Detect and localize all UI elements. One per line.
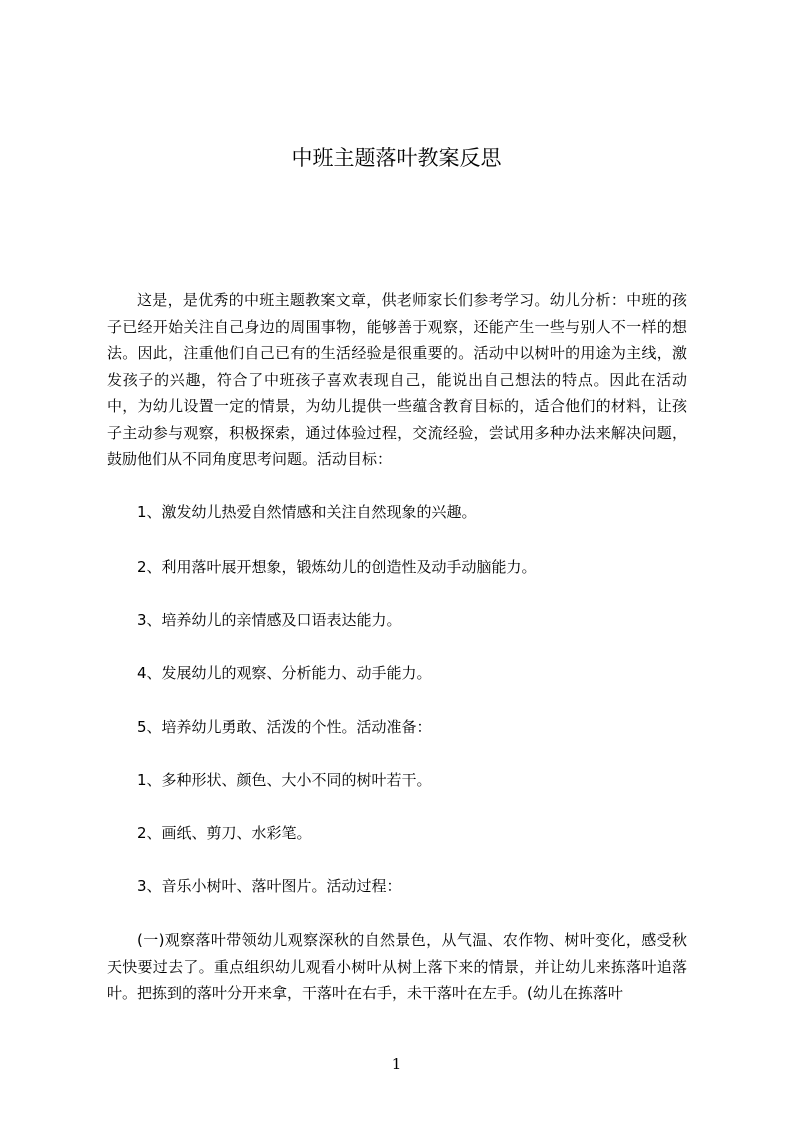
process-paragraph: (一)观察落叶带领幼儿观察深秋的自然景色，从气温、农作物、树叶变化，感受秋天快要过去了。重点组织幼儿观看小树叶从树上落下来的情景，并让幼儿来拣落叶追落叶。把拣到的落叶分开来拿，干落叶在右手，未干落叶在左手。(幼儿在拣落叶 <box>107 931 687 1002</box>
goal-item-2: 2、利用落叶展开想象，锻炼幼儿的创造性及动手动脑能力。 <box>137 558 537 576</box>
page-number: 1 <box>391 1055 402 1073</box>
goal-item-1: 1、激发幼儿热爱自然情感和关注自然现象的兴趣。 <box>137 503 477 521</box>
document-title: 中班主题落叶教案反思 <box>291 146 502 170</box>
preparation-item-1: 1、多种形状、颜色、大小不同的树叶若干。 <box>137 771 432 789</box>
preparation-item-3: 3、音乐小树叶、落叶图片。活动过程： <box>137 877 402 895</box>
preparation-item-2: 2、画纸、剪刀、水彩笔。 <box>137 824 312 842</box>
intro-paragraph: 这是，是优秀的中班主题教案文章，供老师家长们参考学习。幼儿分析：中班的孩子已经开始关注自己身边的周围事物，能够善于观察，还能产生一些与别人不一样的想法。因此，注重他们自己已有的生活经验是很重要的。活动中以树叶的用途为主线，激发孩子的兴趣，符合了中班孩子喜欢表现自己，能说出自己想法的特点。因此在活动中，为幼儿设置一定的情景，为幼儿提供一些蕴含教育目标的，适合他们的材料，让孩子主动参与观察，积极探索，通过体验过程，交流经验，尝试用多种办法来解决问题，鼓励他们从不同角度思考问题。活动目标： <box>107 291 687 468</box>
goal-item-3: 3、培养幼儿的亲情感及口语表达能力。 <box>137 611 402 629</box>
goal-item-5: 5、培养幼儿勇敢、活泼的个性。活动准备： <box>137 718 432 736</box>
goal-item-4: 4、发展幼儿的观察、分析能力、动手能力。 <box>137 664 432 682</box>
